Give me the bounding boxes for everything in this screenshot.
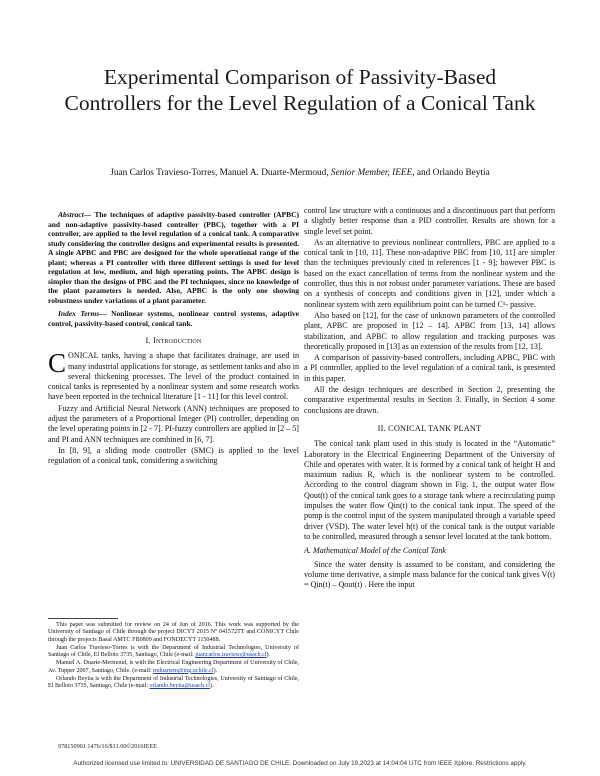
plant-paragraph-1: The conical tank plant used in this study is located in the “Automatic” Laboratory in the Electrical Engineering Department of the University of Chile and operates with water. It is formed by a conical tank of height H and maximum radius R, which is the nonlinear system to be controlled. According to the control diagram shown in Fig. 1, the output water flow Qout(t) of the conical tank goes to a storage tank where a recirculating pump impulses the water flow Qin(t) to the conical tank input. The speed of the pump is the control input of the system manipulated through a variable speed driver (VSD). The water level h(t) of the conical tank is the output variable to be controlled, measured through a sensor level located at the tank bottom.: [304, 439, 555, 541]
copyright-line: 978150901 1476/16/$31.00©2016IEEE: [58, 743, 157, 750]
intro-paragraph-2: Fuzzy and Artificial Neural Network (ANN) techniques are proposed to adjust the parameters of a Proportional Integer (PI) controller, depending on the level operating points in [2 - 7]. PI-fuzzy controllers are applied in [2 – 5] and PI and ANN techniques are combined in [6, 7].: [48, 403, 299, 444]
intro-paragraph-1: [48, 348, 299, 402]
authors-role: Senior Member, IEEE,: [330, 168, 415, 178]
abstract-text: — The techniques of adaptive passivity-based controller (APBC) and non-adaptive passivity-based controller (PBC), together with a PI controller, are applied to the level regulation of a conical tank. A comparative study considering the controller designs and experimental results is presented. A single APBC and PBC are designed for the whole operational range of the plant; whereas a PI controller with three different settings is used for level regulation at low, medium, and high operating points. The APBC design is simpler than the designs of PBC and the PI techniques, since no knowledge of the plant parameters is needed. Also, APBC is the only one showing robustness under variations of a plant parameter.: [48, 210, 299, 305]
email-link-1[interactable]: juancarlos.travieso@usach.cl: [195, 652, 267, 659]
footnote-author-2-text: Manuel A. Duarte-Mermoud, is with the Electrical Engineering Department of University of Chile, Av. Tupper 2007, Santiago, Chile. (e-mail:: [48, 660, 299, 674]
email-link-2[interactable]: mduartem@ing.uchile.cl: [153, 667, 214, 674]
drop-cap: C: [48, 348, 67, 379]
intro-paragraph-3: In [8, 9], a sliding mode controller (SMC) is applied to the level regulation of a conical tank, considering a switching: [48, 445, 299, 466]
footnote-author-3: Orlando Beytia is with the Department of Industrial Technologies, University of Santiago of Chile, El Belloto 3735, Santiago, Chile (e-mail: orlando.beytia@usach.cl).: [48, 676, 299, 690]
paper-title: Experimental Comparison of Passivity-Based Controllers for the Level Regulation of a Conical Tank: [64, 65, 536, 115]
footnote-author-2: Manuel A. Duarte-Mermoud, is with the Electrical Engineering Department of University of Chile, Av. Tupper 2007, Santiago, Chile. (e-mail: mduartem@ing.uchile.cl).: [48, 660, 299, 674]
right-paragraph-4: A comparison of passivity-based controllers, including APBC, PBC with a PI controller, applied to the level regulation of a conical tank, is presented in this paper.: [304, 353, 555, 383]
authors-prefix: Juan Carlos Travieso-Torres, Manuel A. Duarte-Mermoud,: [110, 168, 329, 178]
left-column: [48, 210, 299, 468]
footnote-funding: This paper was submitted for review on 24 of Jun of 2016. This work was supported by the University of Santiago of Chile through the project DICYT 2015 Nº 041572TT and CONICYT Chile through the projects Basal AMTC FB0809 and FONDECYT 1150488.: [48, 622, 299, 643]
abstract: [48, 210, 299, 305]
footnote-author-1: Juan Carlos Travieso-Torres is with the Department of Industrial Technologies, University of Santiago of Chile, El Belloto 3735, Santiago, Chile (e-mail: juancarlos.travieso@usach.cl).: [48, 644, 299, 659]
authors-suffix: and Orlando Beytia: [416, 168, 490, 178]
footnote-author-3-text: Orlando Beytia is with the Department of Industrial Technologies, University of Santiago of Chile, El Belloto 3735, Santiago, Chile (e-mail:: [48, 676, 299, 690]
author-line: [40, 168, 560, 178]
section-heading-introduction: I. Introduction: [145, 336, 202, 345]
license-footer: Authorized licensed use limited to: UNIVERSIDAD DE SANTIAGO DE CHILE. Downloaded on July 19,2023 at 14:04:04 UTC from IEEE Xplore. Restrictions apply.: [73, 760, 527, 767]
index-terms: [48, 309, 299, 328]
right-paragraph-3: Also based on [12], for the case of unknown parameters of the controlled plant, APBC are proposed in [12 – 14]. APBC from [13, 14] allows stabilization, and APBC to allow regulation and tracking purposes was theoretically proposed in [13] as an extension of the results from [12, 13].: [304, 310, 555, 351]
index-terms-text: — Nonlinear systems, nonlinear control systems, adaptive control, passivity-based control, conical tank.: [48, 309, 299, 328]
email-link-3[interactable]: orlando.beytia@usach.cl: [149, 683, 210, 690]
subsection-heading-model: A. Mathematical Model of the Conical Tank: [304, 546, 446, 556]
abstract-label: Abstract: [58, 210, 84, 219]
section-heading-plant: II. CONICAL TANK PLANT: [377, 423, 482, 433]
right-paragraph-2: As an alternative to previous nonlinear controllers, PBC are applied to a conical tank in [10, 11]. These non-adaptive PBC from [10, 11] are simpler than the techniques previously cited in references [1 - 9]; however PBC is based on the exact cancellation of terms from the nonlinear system and the controller, thus this is not robust under parameter variations. These are based on a synthesis of concepts and conditions given in [12], under which a nonlinear system with zero equilibrium point can be turned C¹- passive.: [304, 237, 555, 309]
footnote-rule: [48, 618, 118, 619]
right-paragraph-5: All the design techniques are described in Section 2, presenting the comparative experimental results in Section 3. Finally, in Section 4 some conclusions are drawn.: [304, 385, 555, 415]
right-column: [304, 206, 555, 591]
intro-paragraph-1-text: ONICAL tanks, having a shape that facilitates drainage, are used in many industrial applications for storage, as settlement tanks and also in several thickening processes. The level of the product contained in conical tanks is represented by a nonlinear system and some research works have been reported in the technical literature [1 - 11] for this level control.: [48, 351, 299, 402]
footnote-author-1-text: Juan Carlos Travieso-Torres is with the Department of Industrial Technologies, University of Santiago of Chile, El Belloto 3735, Santiago, Chile (e-mail:: [48, 644, 299, 659]
right-paragraph-1: control law structure with a continuous and a discontinuous part that perform a slightly better response than a PID controller. Results are shown for a single level set point.: [304, 206, 555, 236]
footnotes: [48, 622, 299, 692]
model-paragraph-1: Since the water density is assumed to be constant, and considering the volume time derivative, a simple mass balance for the conical tank gives V(t) = Qin(t) – Qout(t) . Here the input: [304, 559, 555, 590]
index-terms-label: Index Terms: [58, 309, 100, 318]
